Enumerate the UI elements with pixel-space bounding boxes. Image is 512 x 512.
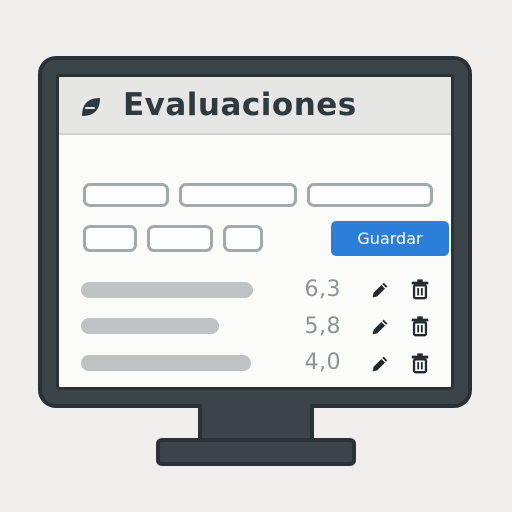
score-value: 6,3: [304, 277, 341, 302]
form-field-3[interactable]: [307, 183, 433, 207]
edit-icon[interactable]: [369, 316, 391, 338]
monitor: [38, 56, 472, 408]
form-field-5[interactable]: [147, 225, 213, 252]
text-placeholder-bar: [81, 355, 251, 371]
edit-icon[interactable]: [369, 353, 391, 375]
delete-icon[interactable]: [409, 278, 431, 300]
form-field-2[interactable]: [179, 183, 297, 207]
monitor-base: [156, 438, 356, 466]
score-value: 4,0: [304, 350, 341, 375]
delete-icon[interactable]: [409, 315, 431, 337]
form-field-1[interactable]: [83, 183, 169, 207]
app-header: [59, 77, 451, 135]
leaf-icon: [79, 95, 103, 119]
edit-icon[interactable]: [369, 279, 391, 301]
app-window: [56, 74, 454, 390]
form-field-4[interactable]: [83, 225, 137, 252]
score-value: 5,8: [304, 314, 341, 339]
monitor-neck: [198, 404, 314, 442]
page-title: Evaluaciones: [123, 87, 357, 123]
delete-icon[interactable]: [409, 352, 431, 374]
save-button[interactable]: Guardar: [331, 221, 449, 256]
text-placeholder-bar: [81, 282, 253, 298]
text-placeholder-bar: [81, 318, 219, 334]
form-field-6[interactable]: [223, 225, 263, 252]
